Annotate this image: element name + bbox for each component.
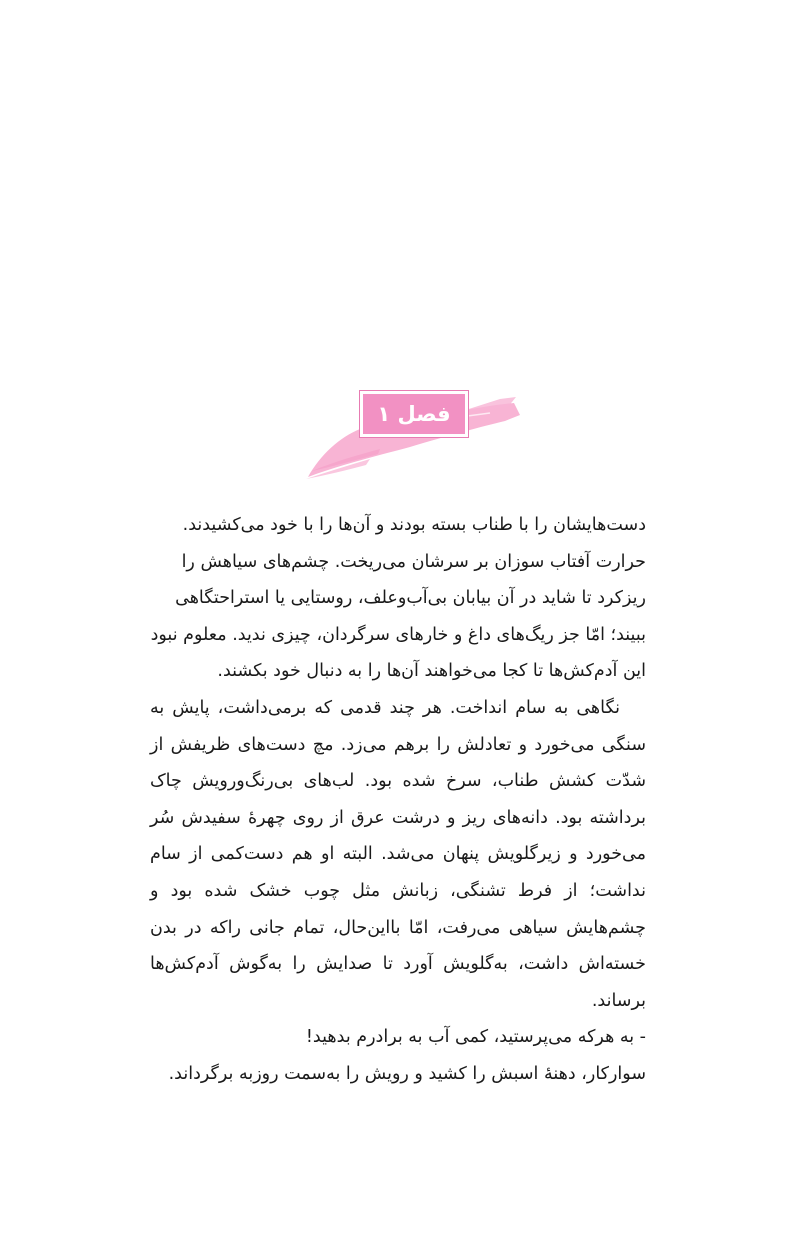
chapter-heading [300, 385, 530, 485]
chapter-body-text [150, 507, 646, 1093]
chapter-title-badge: فصل ۱ [360, 391, 468, 437]
paragraph-2: نگاهی به سام انداخت. هر چند قدمی که برمی‌داشت، پایش به سنگی می‌خورد و تعادلش را برهم می‌زد. مچ دست‌های ظریفش از شدّت کشش طناب، سرخ شده بود. لب‌های بی‌رنگ‌ورویش چاک برداشته بود. دانه‌های ریز و درشت عرق از روی چهرهٔ سفیدش سُر می‌خورد و زیرگلویش پنهان می‌شد. البته او هم دست‌کمی از سام نداشت؛ از فرط تشنگی، زبانش مثل چوب خشک شده بود و چشم‌هایش سیاهی می‌رفت، امّا بااین‌حال، تمام جانی راکه در بدن خسته‌اش داشت، به‌گلویش آورد تا صدایش را به‌گوش آدم‌کش‌ها برساند. [150, 697, 646, 1011]
paragraph-1: دست‌هایشان را با طناب بسته بودند و آن‌ها را با خود می‌کشیدند. حرارت آفتاب سوزان بر سرشان می‌ریخت. چشم‌های سیاهش را ریزکرد تا شاید در آن بیابان بی‌آب‌وعلف، روستایی یا استراحتگاهی ببیند؛ امّا جز ریگ‌های داغ و خارهای سرگردان، چیزی ندید. معلوم نبود این آدم‌کش‌ها تا کجا می‌خواهند آن‌ها را به دنبال خود بکشند. [150, 515, 646, 682]
paragraph-3: سوارکار، دهنهٔ اسبش را کشید و رویش را به‌سمت روزبه برگرداند. [168, 1063, 646, 1084]
dialogue-line: - به هرکه می‌پرستید، کمی آب به برادرم بدهید! [305, 1027, 646, 1048]
